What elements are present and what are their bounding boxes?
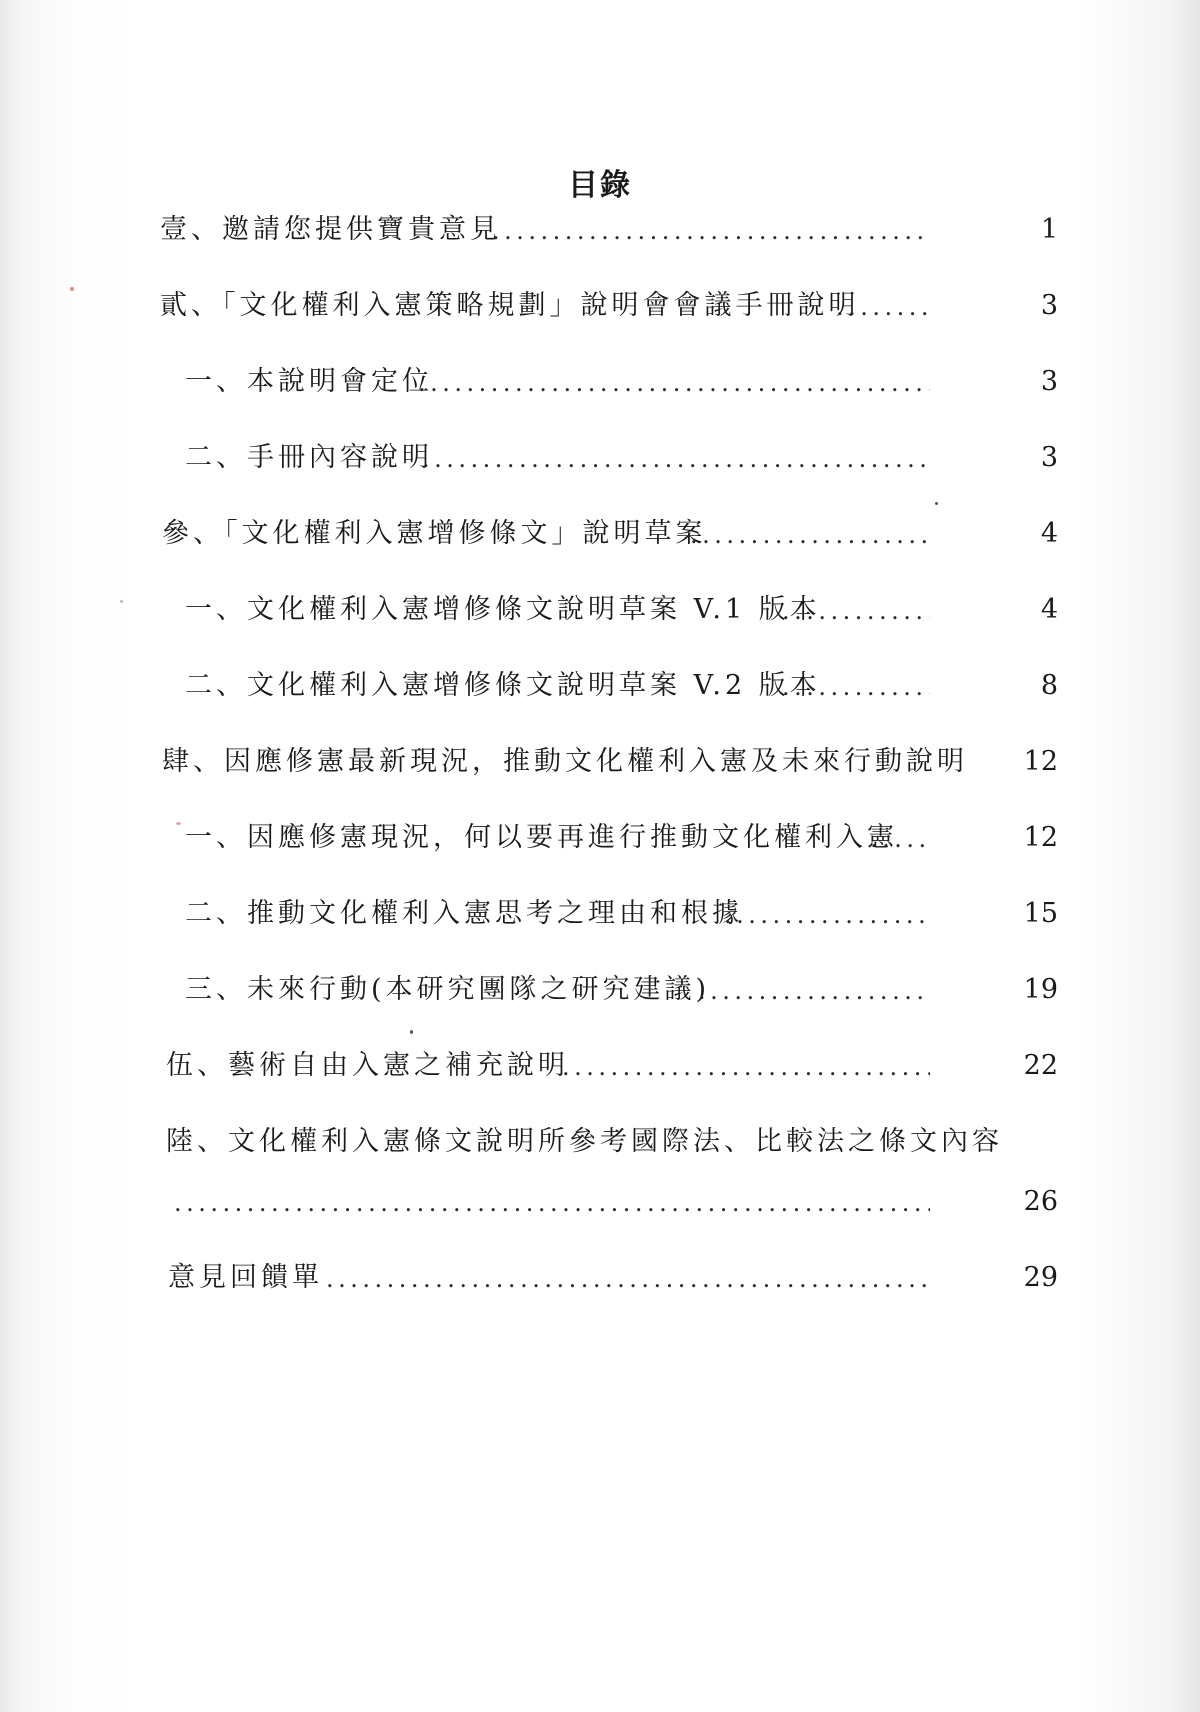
toc-entry-page: 3 xyxy=(1040,290,1058,321)
toc-entry-label: 二、手冊內容說明 xyxy=(185,442,433,473)
scan-speck xyxy=(70,287,74,291)
toc-entry[interactable] xyxy=(0,740,1200,784)
toc-entry-page: 12 xyxy=(1023,822,1058,853)
toc-leader-dots xyxy=(326,1256,930,1300)
toc-title: 目錄 xyxy=(568,168,632,203)
toc-entry-label: 陸、文化權利入憲條文說明所參考國際法、比較法之條文內容 xyxy=(166,1126,1003,1157)
toc-entry[interactable] xyxy=(0,1256,1200,1300)
toc-leader-dots xyxy=(836,284,930,328)
toc-entry-page: 19 xyxy=(1023,974,1058,1005)
toc-entry-page: 15 xyxy=(1023,898,1058,929)
toc-entry[interactable] xyxy=(0,1044,1200,1088)
toc-entry-label: 壹、邀請您提供寶貴意見 xyxy=(160,214,501,245)
toc-leader-dots xyxy=(174,1180,930,1224)
toc-entry-label: 二、推動文化權利入憲思考之理由和根據 xyxy=(185,898,743,929)
toc-entry-continuation[interactable] xyxy=(0,1180,1200,1224)
toc-leader-dots xyxy=(418,360,930,404)
toc-entry-page: 3 xyxy=(1040,442,1058,473)
scan-speck xyxy=(935,502,938,505)
scan-speck xyxy=(410,1030,413,1034)
toc-entry[interactable] xyxy=(0,436,1200,480)
toc-entry-page: 3 xyxy=(1040,366,1058,397)
toc-entry-label: 肆、因應修憲最新現況，推動文化權利入憲及未來行動說明 xyxy=(162,746,968,777)
toc-entry[interactable] xyxy=(0,1120,1200,1164)
toc-leader-dots xyxy=(870,816,930,860)
toc-leader-dots xyxy=(782,664,930,708)
toc-entry-page: 12 xyxy=(1023,746,1058,777)
scan-speck xyxy=(120,600,123,603)
toc-entry[interactable] xyxy=(0,664,1200,708)
toc-entry-label: 伍、藝術自由入憲之補充說明 xyxy=(166,1050,569,1081)
scan-speck xyxy=(176,822,181,825)
toc-entry-page: 26 xyxy=(1023,1186,1058,1217)
toc-entry-page: 1 xyxy=(1040,214,1058,245)
toc-leader-dots xyxy=(782,588,930,632)
toc-leader-dots xyxy=(562,1044,930,1088)
toc-entry[interactable] xyxy=(0,588,1200,632)
toc-entry[interactable] xyxy=(0,284,1200,328)
toc-entry-label: 意見回饋單 xyxy=(168,1262,323,1293)
toc-leader-dots xyxy=(422,436,930,480)
toc-leader-dots xyxy=(690,512,930,556)
toc-entry-label: 一、文化權利入憲增修條文說明草案 V.1 版本 xyxy=(185,594,821,625)
toc-entry-page: 29 xyxy=(1023,1262,1058,1293)
toc-leader-dots xyxy=(492,208,930,252)
toc-entry-label: 貳、「文化權利入憲策略規劃」說明會會議手冊說明 xyxy=(160,290,860,321)
toc-entry-label: 二、文化權利入憲增修條文說明草案 V.2 版本 xyxy=(185,670,821,701)
toc-entry-page: 4 xyxy=(1040,594,1058,625)
toc-entry-label: 三、未來行動(本研究團隊之研究建議) xyxy=(185,974,711,1005)
toc-entry[interactable] xyxy=(0,360,1200,404)
toc-entry[interactable] xyxy=(0,208,1200,252)
toc-entry-page: 22 xyxy=(1023,1050,1058,1081)
toc-entry-page: 4 xyxy=(1040,518,1058,549)
toc-leader-dots xyxy=(724,892,930,936)
toc-entry[interactable] xyxy=(0,892,1200,936)
toc-entry-label: 一、本說明會定位 xyxy=(185,366,433,397)
toc-entry-label: 一、因應修憲現況，何以要再進行推動文化權利入憲 xyxy=(185,822,898,853)
toc-entry[interactable] xyxy=(0,512,1200,556)
toc-entry-page: 8 xyxy=(1040,670,1058,701)
toc-leader-dots xyxy=(698,968,930,1012)
toc-entry-label: 參、「文化權利入憲增修條文」說明草案 xyxy=(162,518,707,549)
toc-entry[interactable] xyxy=(0,968,1200,1012)
